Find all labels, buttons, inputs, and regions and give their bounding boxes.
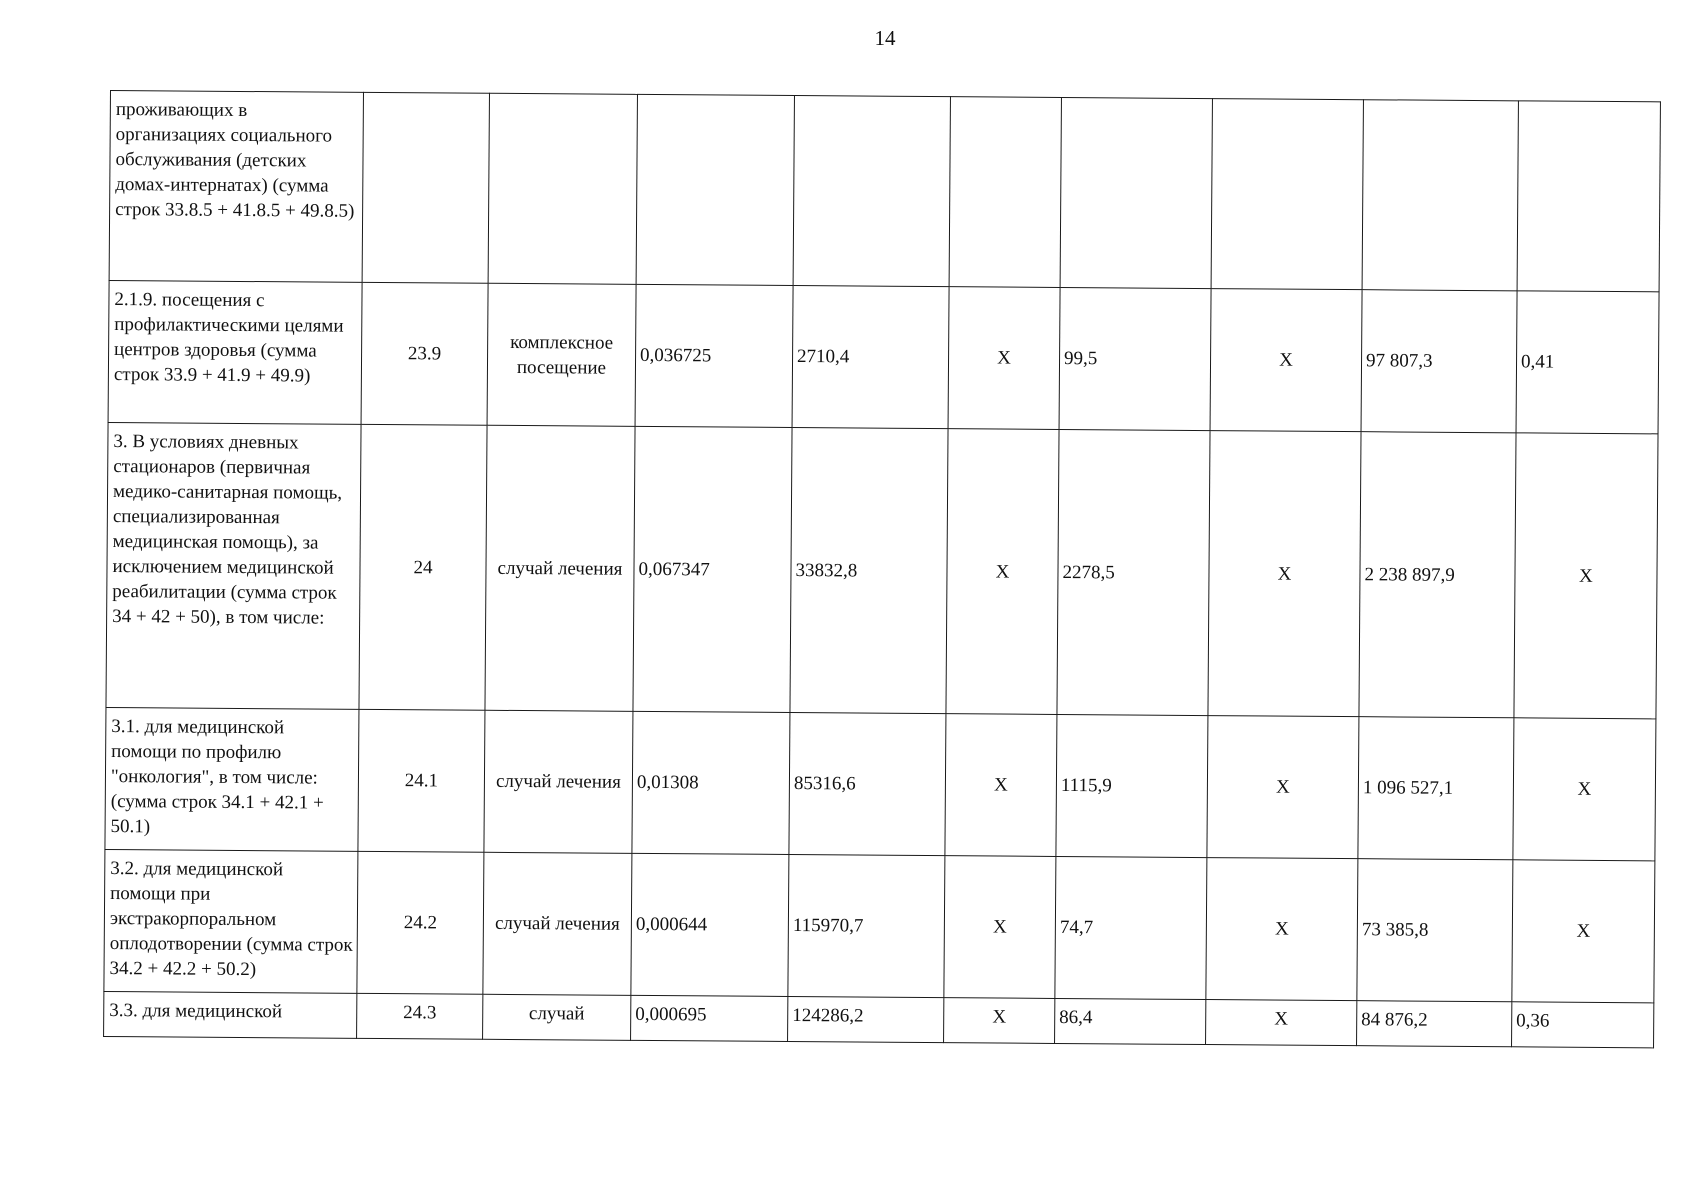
row-unit: случай [483,994,631,1040]
row-col7 [1060,97,1212,288]
row-norm-volume: 0,01308 [632,711,790,854]
row-col10: X [1512,860,1655,1003]
row-col9 [1362,100,1518,291]
row-col6: X [946,429,1059,715]
row-col9: 73 385,8 [1357,859,1513,1002]
row-norm-cost: 124286,2 [788,996,944,1042]
program-table [103,90,1661,1048]
row-col7: 2278,5 [1057,429,1210,715]
row-code: 24.1 [358,709,485,852]
row-col9: 2 238 897,9 [1359,432,1516,718]
row-col8: X [1210,289,1362,432]
row-name: 3.1. для медицинской помощи по профилю "онкология", в том числе: (сумма строк 34.1 + 42.1 + 50.1) [105,707,359,851]
row-col8 [1211,99,1363,290]
row-unit: случай лечения [483,852,632,995]
row-norm-volume: 0,000644 [631,853,789,996]
row-code: 23.9 [361,282,488,425]
row-col9: 84 876,2 [1357,1001,1512,1047]
table-row [106,422,1658,718]
row-norm-cost: 115970,7 [788,854,945,997]
row-code [362,92,489,283]
row-col8: X [1207,716,1359,859]
row-norm-volume: 0,036725 [635,284,793,427]
row-col6: X [945,714,1057,857]
table-row [105,707,1656,860]
table-row [104,849,1655,1002]
row-col7: 99,5 [1059,287,1211,430]
row-col7: 74,7 [1055,856,1207,999]
row-col10: 0,36 [1512,1002,1654,1048]
row-code: 24.3 [357,993,483,1039]
row-code: 24.2 [357,851,484,994]
row-unit [488,93,637,284]
row-norm-cost [793,96,950,287]
row-unit: случай лечения [484,710,633,853]
row-col6: X [944,856,1056,999]
row-col7: 1115,9 [1056,714,1208,857]
row-col8: X [1206,1000,1357,1046]
row-name: 3. В условиях дневных стационаров (первичная медико-санитарная помощь, специализированная медицинская помощь), за исключением медицинской реабилитации (сумма строк 34 + 42 + 50), в том числе: [106,422,361,709]
row-name: 2.1.9. посещения с профилактическими целями центров здоровья (сумма строк 33.9 + 41.9 + 49.9) [108,280,362,424]
row-col7: 86,4 [1055,998,1206,1044]
row-name: 3.2. для медицинской помощи при экстракорпоральном оплодотворении (сумма строк 34.2 + 42.2 + 50.2) [104,849,358,993]
row-norm-cost: 2710,4 [792,286,949,429]
row-norm-cost: 85316,6 [789,713,946,856]
row-code: 24 [359,424,487,710]
row-norm-volume [636,94,794,285]
row-col10: X [1513,718,1656,861]
page-number: 14 [874,26,896,50]
row-norm-volume: 0,000695 [631,995,788,1041]
row-col6: X [948,287,1060,430]
row-unit: случай лечения [485,425,635,711]
row-col9: 1 096 527,1 [1358,717,1514,860]
row-col9: 97 807,3 [1361,290,1517,433]
row-name: проживающих в организациях социального обслуживания (детских домах-интернатах) (сумма строк 33.8.5 + 41.8.5 + 49.8.5) [109,91,363,283]
row-col10 [1517,101,1660,292]
row-col8: X [1206,858,1358,1001]
row-col8: X [1208,431,1361,717]
row-unit: комплексное посещение [487,283,636,426]
row-col6 [949,97,1061,288]
row-col10: 0,41 [1516,291,1659,434]
row-col10: X [1514,433,1658,719]
table-row [109,91,1660,292]
row-col6: X [944,998,1055,1044]
row-norm-cost: 33832,8 [790,428,948,714]
table-row [108,280,1659,433]
row-name: 3.3. для медицинской [104,991,357,1038]
row-norm-volume: 0,067347 [633,426,792,712]
